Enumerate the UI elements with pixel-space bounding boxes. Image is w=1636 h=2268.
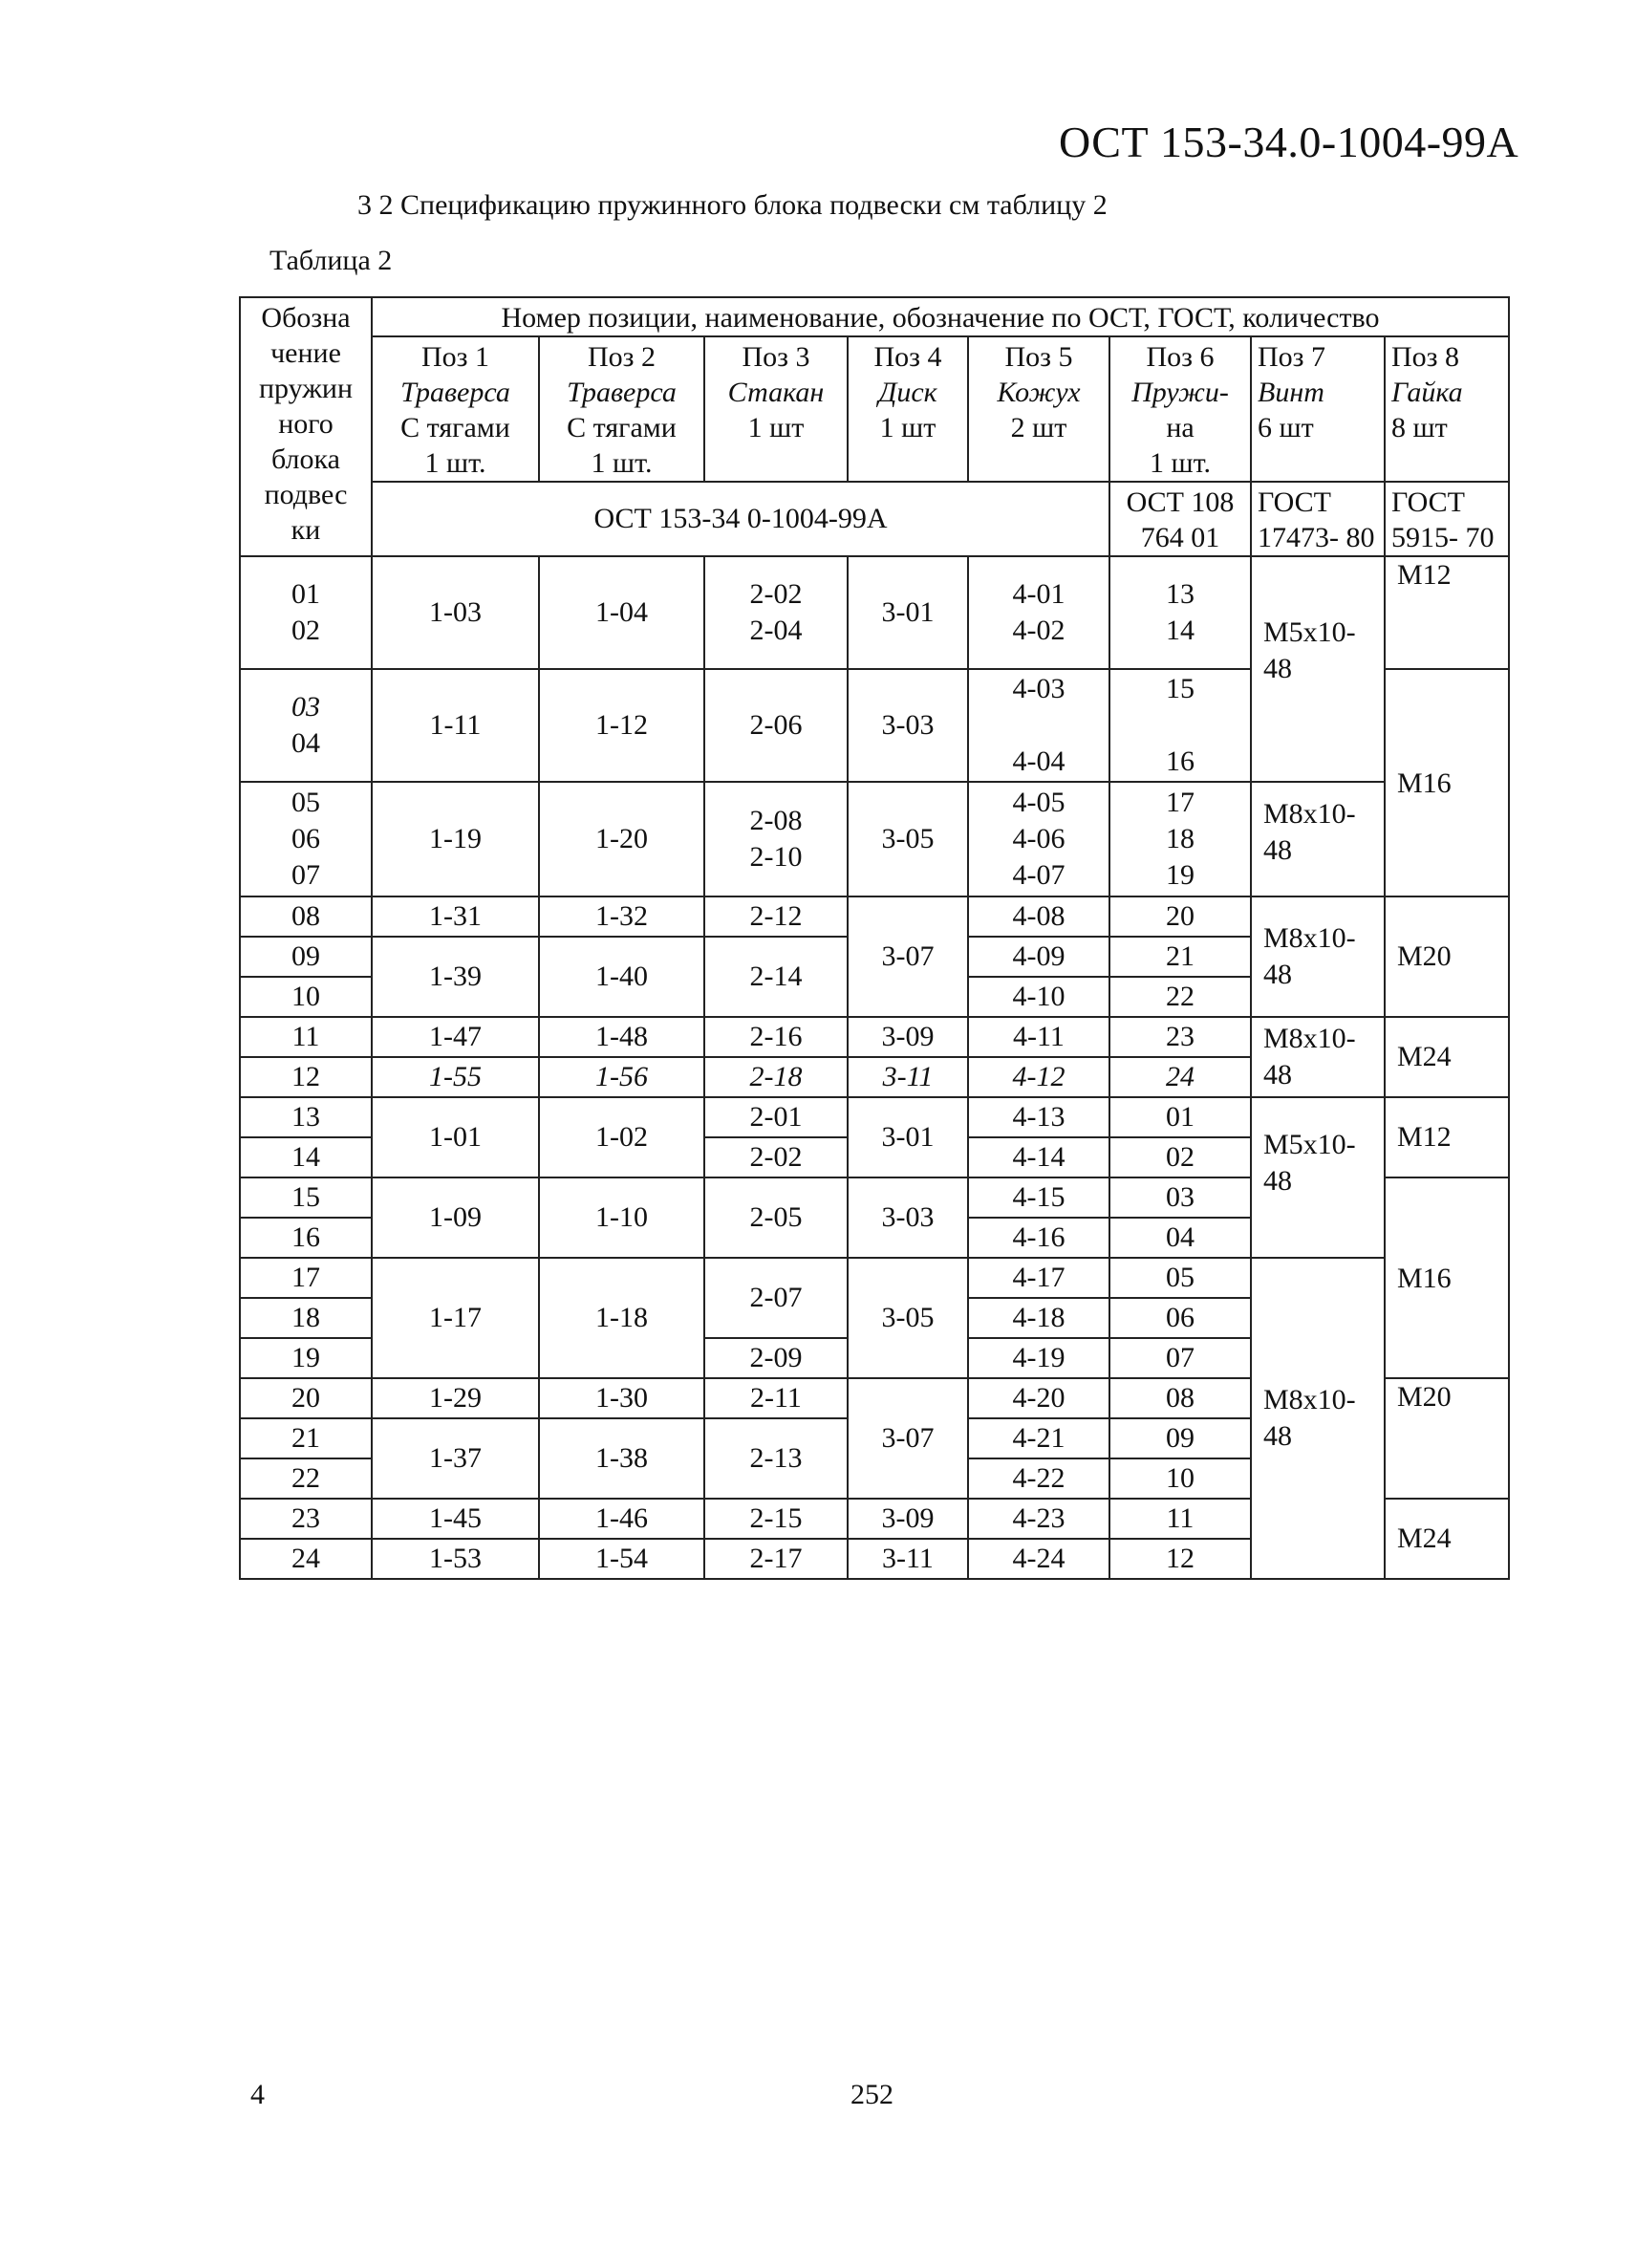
table-row-designation: 18 — [240, 1298, 372, 1338]
table-cell: M5x10- 48 — [1251, 1097, 1385, 1258]
table-cell: 1-31 — [372, 896, 539, 937]
table-cell: 24 — [1109, 1057, 1251, 1097]
table-cell: M8x10- 48 — [1251, 1258, 1385, 1579]
table-cell: 3-07 — [848, 1378, 968, 1499]
table-cell: M12 — [1385, 1097, 1509, 1177]
table-cell: 4-09 — [968, 937, 1109, 977]
table-cell: 1-03 — [372, 556, 539, 669]
table-cell: 1-45 — [372, 1499, 539, 1539]
table-row-designation: 13 — [240, 1097, 372, 1137]
table-cell: 11 — [1109, 1499, 1251, 1539]
table-cell: 4-19 — [968, 1338, 1109, 1378]
table-row-designation: 05 06 07 — [240, 782, 372, 896]
table-cell: M8x10- 48 — [1251, 1017, 1385, 1097]
table-cell: 4-11 — [968, 1017, 1109, 1057]
table-row-designation: 12 — [240, 1057, 372, 1097]
table-cell: 2-17 — [704, 1539, 848, 1579]
table-row-designation: 16 — [240, 1218, 372, 1258]
table-cell: 2-07 — [704, 1258, 848, 1338]
table-row-designation: 19 — [240, 1338, 372, 1378]
table-cell: M16 — [1385, 669, 1509, 896]
table-cell: 1-39 — [372, 937, 539, 1017]
document-code: ОСТ 153-34.0-1004-99А — [1059, 118, 1519, 166]
table-cell: 4-03 4-04 — [968, 669, 1109, 782]
table-cell: 1-37 — [372, 1418, 539, 1499]
table-cell: 1-29 — [372, 1378, 539, 1418]
table-cell: 05 — [1109, 1258, 1251, 1298]
table-cell: 1-18 — [539, 1258, 704, 1378]
table-cell: 2-13 — [704, 1418, 848, 1499]
table-cell: 3-03 — [848, 1177, 968, 1258]
pos3-header: Поз 3 Стакан 1 шт — [704, 336, 848, 482]
table-row-designation: 03 04 — [240, 669, 372, 782]
table-cell: M12 — [1385, 556, 1509, 669]
table-cell: 1-32 — [539, 896, 704, 937]
table-cell: 4-18 — [968, 1298, 1109, 1338]
table-cell: 2-08 2-10 — [704, 782, 848, 896]
table-cell: 02 — [1109, 1137, 1251, 1177]
table-cell: 2-18 — [704, 1057, 848, 1097]
pos8-header: Поз 8 Гайка 8 шт — [1385, 336, 1509, 482]
table-row-designation: 09 — [240, 937, 372, 977]
table-row-designation: 24 — [240, 1539, 372, 1579]
table-cell: 12 — [1109, 1539, 1251, 1579]
table-row-designation: 23 — [240, 1499, 372, 1539]
table-cell: 20 — [1109, 896, 1251, 937]
table-cell: 4-12 — [968, 1057, 1109, 1097]
table-cell: 4-05 4-06 4-07 — [968, 782, 1109, 896]
table-cell: 1-02 — [539, 1097, 704, 1177]
table-row-designation: 20 — [240, 1378, 372, 1418]
table-cell: 1-04 — [539, 556, 704, 669]
table-row-designation: 21 — [240, 1418, 372, 1458]
pos7-header: Поз 7 Винт 6 шт — [1251, 336, 1385, 482]
table-cell: 4-14 — [968, 1137, 1109, 1177]
table-cell: 1-55 — [372, 1057, 539, 1097]
table-cell: 4-17 — [968, 1258, 1109, 1298]
table-cell: 2-02 2-04 — [704, 556, 848, 669]
table-cell: 2-01 — [704, 1097, 848, 1137]
table-cell: 1-09 — [372, 1177, 539, 1258]
table-row-designation: 10 — [240, 977, 372, 1017]
table-cell: 08 — [1109, 1378, 1251, 1418]
table-cell: 2-16 — [704, 1017, 848, 1057]
table-cell: 06 — [1109, 1298, 1251, 1338]
intro-text: 3 2 Спецификацию пружинного блока подвески см таблицу 2 — [357, 189, 1108, 221]
table-cell: 17 18 19 — [1109, 782, 1251, 896]
table-cell: 04 — [1109, 1218, 1251, 1258]
table-cell: 1-56 — [539, 1057, 704, 1097]
table-cell: 2-12 — [704, 896, 848, 937]
table-cell: 3-09 — [848, 1499, 968, 1539]
pos1-header: Поз 1 Траверса С тягами 1 шт. — [372, 336, 539, 482]
table-cell: 01 — [1109, 1097, 1251, 1137]
table-cell: 3-01 — [848, 1097, 968, 1177]
table-cell: 2-11 — [704, 1378, 848, 1418]
designation-header: Обозна чение пружин ного блока подвес ки — [240, 297, 372, 556]
table-cell: 23 — [1109, 1017, 1251, 1057]
table-cell: M8x10- 48 — [1251, 782, 1385, 896]
table-cell: 1-17 — [372, 1258, 539, 1378]
table-cell: 22 — [1109, 977, 1251, 1017]
table-cell: 03 — [1109, 1177, 1251, 1218]
table-cell: 1-19 — [372, 782, 539, 896]
page-number-left: 4 — [250, 2079, 265, 2110]
table-row-designation: 14 — [240, 1137, 372, 1177]
page-number-center: 252 — [850, 2079, 893, 2110]
table-cell: 3-05 — [848, 782, 968, 896]
standard-main: ОСТ 153-34 0-1004-99А — [372, 482, 1109, 556]
pos2-header: Поз 2 Траверса С тягами 1 шт. — [539, 336, 704, 482]
table-cell: 4-08 — [968, 896, 1109, 937]
table-cell: 07 — [1109, 1338, 1251, 1378]
table-cell: 4-15 — [968, 1177, 1109, 1218]
table-row-designation: 08 — [240, 896, 372, 937]
table-row-designation: 01 02 — [240, 556, 372, 669]
table-cell: 4-10 — [968, 977, 1109, 1017]
table-cell: M8x10- 48 — [1251, 896, 1385, 1017]
table-cell: 1-48 — [539, 1017, 704, 1057]
table-cell: 1-12 — [539, 669, 704, 782]
table-cell: 3-05 — [848, 1258, 968, 1378]
table-cell: 2-02 — [704, 1137, 848, 1177]
table-cell: M5x10- 48 — [1251, 556, 1385, 782]
table-cell: 2-09 — [704, 1338, 848, 1378]
table-title: Таблица 2 — [269, 245, 393, 276]
table-cell: 1-10 — [539, 1177, 704, 1258]
table-cell: 3-01 — [848, 556, 968, 669]
table-cell: 4-20 — [968, 1378, 1109, 1418]
table-cell: 1-54 — [539, 1539, 704, 1579]
table-cell: M16 — [1385, 1177, 1509, 1378]
table-cell: 1-20 — [539, 782, 704, 896]
table-cell: 2-15 — [704, 1499, 848, 1539]
specification-table — [239, 296, 1510, 1580]
table-cell: 4-16 — [968, 1218, 1109, 1258]
table-cell: 4-22 — [968, 1458, 1109, 1499]
table-cell: M24 — [1385, 1499, 1509, 1579]
table-cell: 1-11 — [372, 669, 539, 782]
table-cell: 3-03 — [848, 669, 968, 782]
table-cell: 10 — [1109, 1458, 1251, 1499]
table-cell: 13 14 — [1109, 556, 1251, 669]
standard-pos7: ГОСТ 17473- 80 — [1251, 482, 1385, 556]
table-cell: 1-40 — [539, 937, 704, 1017]
table-cell: 4-24 — [968, 1539, 1109, 1579]
table-cell: 09 — [1109, 1418, 1251, 1458]
table-cell: 3-07 — [848, 896, 968, 1017]
table-cell: 2-06 — [704, 669, 848, 782]
standard-pos8: ГОСТ 5915- 70 — [1385, 482, 1509, 556]
table-cell: 15 16 — [1109, 669, 1251, 782]
table-row-designation: 22 — [240, 1458, 372, 1499]
table-cell: 1-53 — [372, 1539, 539, 1579]
table-cell: 3-11 — [848, 1539, 968, 1579]
table-cell: 4-21 — [968, 1418, 1109, 1458]
table-row-designation: 11 — [240, 1017, 372, 1057]
pos6-header: Поз 6 Пружи- на 1 шт. — [1109, 336, 1251, 482]
table-cell: 21 — [1109, 937, 1251, 977]
table-cell: 1-46 — [539, 1499, 704, 1539]
table-cell: M24 — [1385, 1017, 1509, 1097]
table-cell: 3-09 — [848, 1017, 968, 1057]
table-cell: 1-30 — [539, 1378, 704, 1418]
table-cell: 4-23 — [968, 1499, 1109, 1539]
table-cell: 4-13 — [968, 1097, 1109, 1137]
table-row-designation: 17 — [240, 1258, 372, 1298]
table-cell: 2-05 — [704, 1177, 848, 1258]
table-cell: 1-01 — [372, 1097, 539, 1177]
standard-pos6: ОСТ 108 764 01 — [1109, 482, 1251, 556]
table-cell: 3-11 — [848, 1057, 968, 1097]
table-cell: 4-01 4-02 — [968, 556, 1109, 669]
pos4-header: Поз 4 Диск 1 шт — [848, 336, 968, 482]
pos5-header: Поз 5 Кожух 2 шт — [968, 336, 1109, 482]
table-cell: 2-14 — [704, 937, 848, 1017]
group-header: Номер позиции, наименование, обозначение по ОСТ, ГОСТ, количество — [372, 297, 1509, 336]
table-cell: M20 — [1385, 896, 1509, 1017]
table-row-designation: 15 — [240, 1177, 372, 1218]
table-cell: M20 — [1385, 1378, 1509, 1499]
table-cell: 1-38 — [539, 1418, 704, 1499]
table-cell: 1-47 — [372, 1017, 539, 1057]
